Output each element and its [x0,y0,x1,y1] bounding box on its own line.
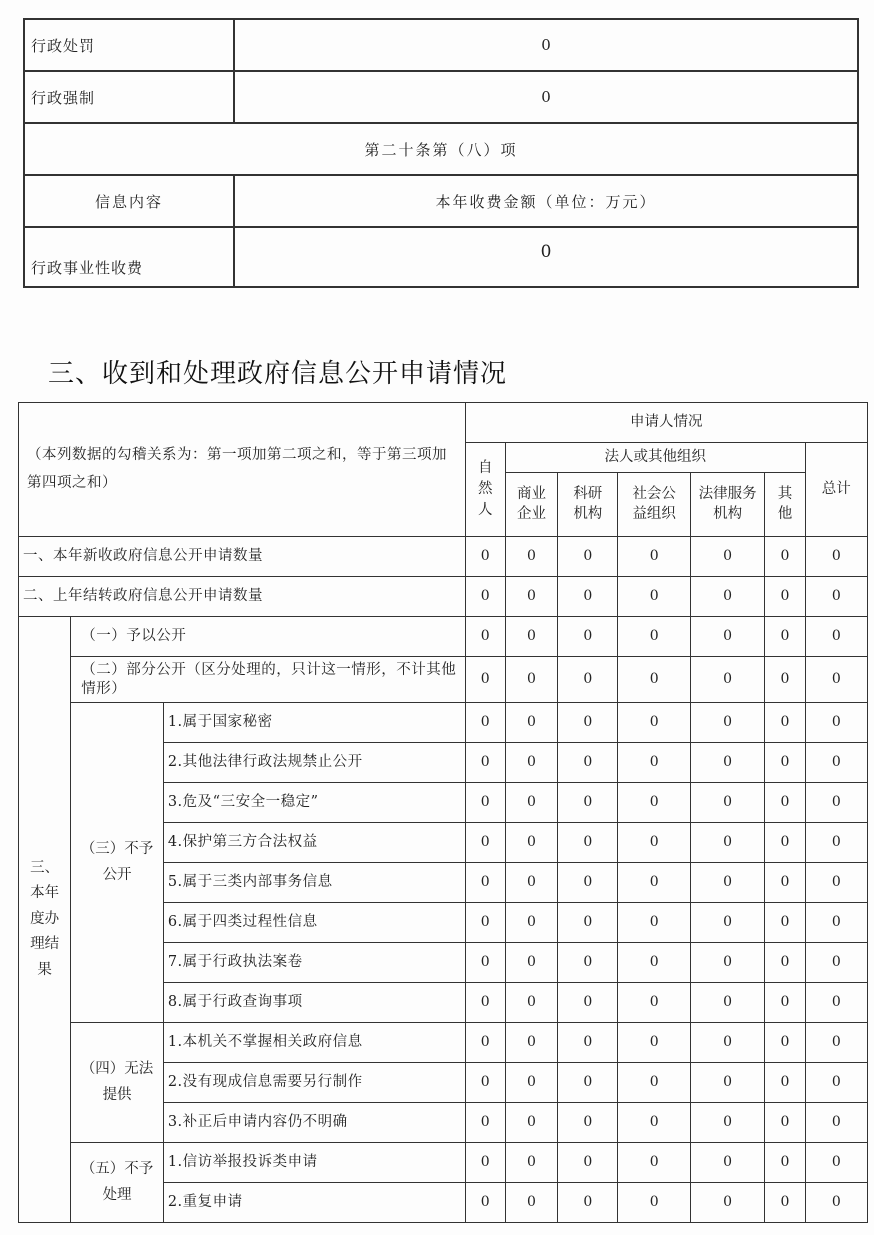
table-row [19,657,868,703]
row-label: 2.其他法律行政法规禁止公开 [163,743,465,783]
cell-value: 0 [690,1103,764,1143]
group-label: （五）不予处理 [71,1143,164,1223]
cell-value: 0 [618,537,690,577]
cell-value: 0 [690,863,764,903]
cell-value: 0 [505,863,557,903]
cell-value: 0 [505,743,557,783]
row-label: 4.保护第三方合法权益 [163,823,465,863]
cell-value: 0 [765,703,805,743]
applicant-header: 申请人情况 [465,403,867,443]
cell-value: 0 [765,823,805,863]
table-row [19,1023,868,1063]
col-research: 科研机构 [558,473,618,537]
cell-value: 0 [690,743,764,783]
row-label: 6.属于四类过程性信息 [163,903,465,943]
cell-value: 0 [618,703,690,743]
cell-value: 0 [618,577,690,617]
cell-value: 0 [465,983,505,1023]
fee-value: 0 [234,227,858,287]
cell-value: 0 [465,943,505,983]
row-label: 3.危及“三安全一稳定” [163,783,465,823]
cell-value: 0 [618,783,690,823]
row-label: （二）部分公开（区分处理的，只计这一情形，不计其他情形） [71,657,465,703]
cell-value: 0 [505,1063,557,1103]
cell-value: 0 [505,1143,557,1183]
cell-value: 0 [618,743,690,783]
cell-value: 0 [465,1103,505,1143]
cell-value: 0 [558,617,618,657]
cell-value: 0 [558,943,618,983]
row-label: 7.属于行政执法案卷 [163,943,465,983]
cell-value: 0 [505,783,557,823]
cell-value: 0 [690,657,764,703]
col-public-welfare: 社会公益组织 [618,473,690,537]
note-cell: （本列数据的勾稽关系为：第一项加第二项之和，等于第三项加第四项之和） [19,403,466,537]
cell-value: 0 [558,903,618,943]
row-label: 8.属于行政查询事项 [163,983,465,1023]
natural-person-header: 自然人 [465,443,505,537]
cell-value: 0 [465,1143,505,1183]
cell-value: 0 [558,823,618,863]
section-title: 第二十条第（八）项 [24,123,858,175]
cell-value: 0 [765,783,805,823]
cell-value: 0 [558,703,618,743]
cell-value: 0 [690,577,764,617]
row-value: 0 [234,19,858,71]
group-label: （四）无法提供 [71,1023,164,1143]
header-row [24,175,858,227]
row-label: 2.没有现成信息需要另行制作 [163,1063,465,1103]
cell-value: 0 [690,1183,764,1223]
cell-value: 0 [765,657,805,703]
cell-value: 0 [618,1063,690,1103]
cell-value: 0 [465,617,505,657]
cell-value: 0 [690,983,764,1023]
cell-value: 0 [465,863,505,903]
cell-value: 0 [690,783,764,823]
cell-value: 0 [465,783,505,823]
table-row [24,19,858,71]
cell-value: 0 [805,577,867,617]
cell-value: 0 [465,1023,505,1063]
cell-value: 0 [558,783,618,823]
table-row [24,227,858,287]
cell-value: 0 [465,823,505,863]
cell-value: 0 [558,537,618,577]
cell-value: 0 [505,943,557,983]
cell-value: 0 [690,1063,764,1103]
cell-value: 0 [765,1143,805,1183]
row-label: 2.重复申请 [163,1183,465,1223]
cell-value: 0 [805,743,867,783]
row-label: 二、上年结转政府信息公开申请数量 [19,577,466,617]
cell-value: 0 [765,1103,805,1143]
cell-value: 0 [618,1023,690,1063]
cell-value: 0 [558,1143,618,1183]
section-heading: 三、收到和处理政府信息公开申请情况 [48,359,508,389]
cell-value: 0 [765,1063,805,1103]
cell-value: 0 [558,1103,618,1143]
table-row [19,703,868,743]
cell-value: 0 [805,1063,867,1103]
header-fee-amount: 本年收费金额（单位：万元） [234,175,858,227]
cell-value: 0 [690,1143,764,1183]
total-header: 总计 [805,443,867,537]
table-row [24,71,858,123]
cell-value: 0 [690,617,764,657]
cell-value: 0 [690,1023,764,1063]
cell-value: 0 [618,823,690,863]
cell-value: 0 [690,943,764,983]
cell-value: 0 [505,703,557,743]
cell-value: 0 [618,983,690,1023]
cell-value: 0 [765,743,805,783]
cell-value: 0 [558,863,618,903]
cell-value: 0 [465,1063,505,1103]
cell-value: 0 [805,983,867,1023]
cell-value: 0 [505,983,557,1023]
application-table [18,402,868,1223]
cell-value: 0 [690,703,764,743]
cell-value: 0 [558,577,618,617]
cell-value: 0 [465,703,505,743]
cell-value: 0 [765,1183,805,1223]
cell-value: 0 [805,1103,867,1143]
cell-value: 0 [465,657,505,703]
cell-value: 0 [805,823,867,863]
cell-value: 0 [805,703,867,743]
cell-value: 0 [690,903,764,943]
row-label: 5.属于三类内部事务信息 [163,863,465,903]
cell-value: 0 [465,577,505,617]
col-legal-service: 法律服务机构 [690,473,764,537]
cell-value: 0 [465,537,505,577]
cell-value: 0 [765,903,805,943]
cell-value: 0 [558,1063,618,1103]
cell-value: 0 [765,1023,805,1063]
cell-value: 0 [505,657,557,703]
cell-value: 0 [618,1143,690,1183]
cell-value: 0 [465,903,505,943]
cell-value: 0 [805,903,867,943]
cell-value: 0 [505,537,557,577]
cell-value: 0 [558,1023,618,1063]
cell-value: 0 [618,1103,690,1143]
cell-value: 0 [618,943,690,983]
table-row [19,617,868,657]
header-row [19,403,868,443]
cell-value: 0 [690,537,764,577]
cell-value: 0 [465,743,505,783]
table-row [19,1143,868,1183]
cell-value: 0 [805,1183,867,1223]
cell-value: 0 [618,657,690,703]
cell-value: 0 [505,1103,557,1143]
cell-value: 0 [558,743,618,783]
row-label: 3.补正后申请内容仍不明确 [163,1103,465,1143]
cell-value: 0 [505,903,557,943]
cell-value: 0 [805,537,867,577]
fee-label: 行政事业性收费 [24,227,234,287]
table-row [19,577,868,617]
cell-value: 0 [465,1183,505,1223]
cell-value: 0 [805,617,867,657]
cell-value: 0 [618,863,690,903]
cell-value: 0 [765,863,805,903]
row-label: 行政处罚 [24,19,234,71]
cell-value: 0 [805,943,867,983]
row-value: 0 [234,71,858,123]
cell-value: 0 [505,1023,557,1063]
row-label: （一）予以公开 [71,617,465,657]
cell-value: 0 [558,657,618,703]
row-label: 行政强制 [24,71,234,123]
row-label: 1.信访举报投诉类申请 [163,1143,465,1183]
group-label: （三）不予公开 [71,703,164,1023]
col-other: 其他 [765,473,805,537]
col-commercial: 商业企业 [505,473,557,537]
cell-value: 0 [765,943,805,983]
cell-value: 0 [505,1183,557,1223]
legal-org-header: 法人或其他组织 [505,443,805,473]
cell-value: 0 [805,783,867,823]
cell-value: 0 [765,617,805,657]
cell-value: 0 [618,903,690,943]
cell-value: 0 [558,1183,618,1223]
cell-value: 0 [805,863,867,903]
cell-value: 0 [765,577,805,617]
table-row [19,537,868,577]
cell-value: 0 [690,823,764,863]
cell-value: 0 [805,1023,867,1063]
cell-value: 0 [505,823,557,863]
cell-value: 0 [805,1143,867,1183]
result-label: 三、本年度办理结果 [19,617,71,1223]
fee-table [23,18,859,288]
cell-value: 0 [618,1183,690,1223]
cell-value: 0 [505,577,557,617]
cell-value: 0 [805,657,867,703]
header-info-content: 信息内容 [24,175,234,227]
cell-value: 0 [765,983,805,1023]
section-row [24,123,858,175]
cell-value: 0 [618,617,690,657]
row-label: 一、本年新收政府信息公开申请数量 [19,537,466,577]
cell-value: 0 [505,617,557,657]
cell-value: 0 [558,983,618,1023]
row-label: 1.属于国家秘密 [163,703,465,743]
cell-value: 0 [765,537,805,577]
row-label: 1.本机关不掌握相关政府信息 [163,1023,465,1063]
